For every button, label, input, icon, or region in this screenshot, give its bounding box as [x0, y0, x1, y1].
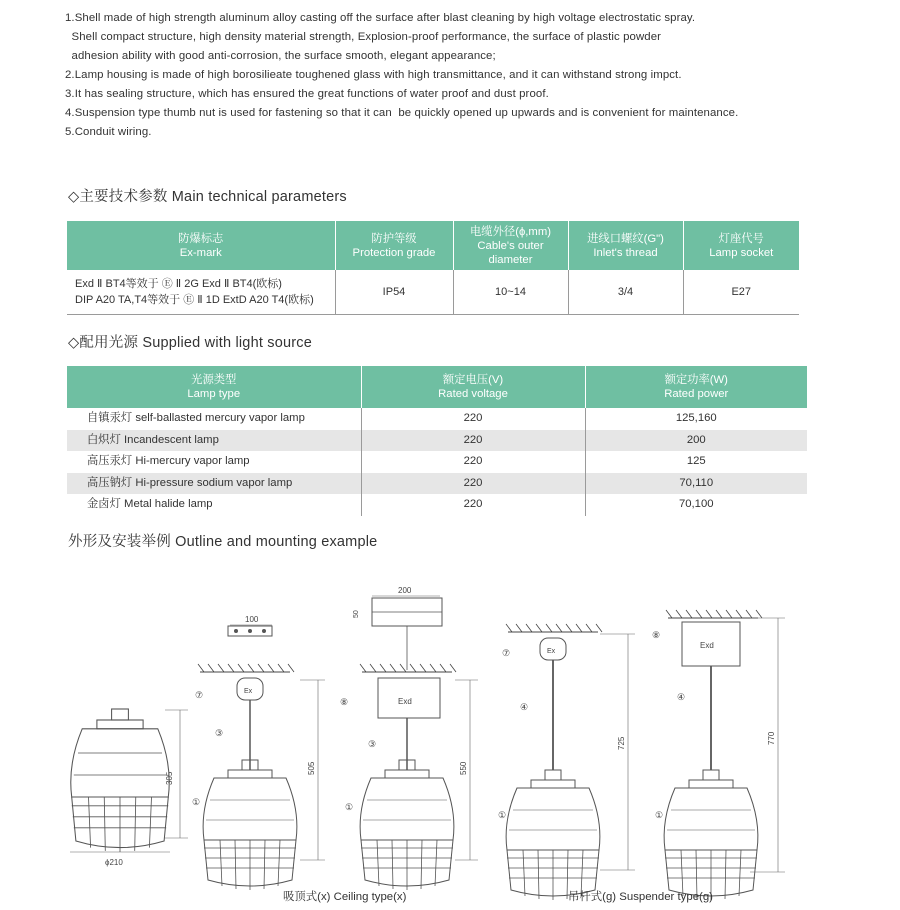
- cell-power: 70,110: [585, 473, 807, 495]
- cell-power: 70,100: [585, 494, 807, 516]
- cell-power: 200: [585, 430, 807, 452]
- cell-socket: E27: [683, 270, 799, 315]
- cell-voltage: 220: [361, 451, 585, 473]
- table-header-row: [67, 366, 807, 408]
- tech-params-table: [67, 221, 799, 315]
- lamp-suspender-2: [652, 610, 785, 900]
- callout: ⑦: [502, 648, 511, 658]
- table-row: [67, 494, 807, 516]
- dim-100: 100: [245, 615, 259, 624]
- exd-label: Exd: [398, 697, 412, 706]
- lamp-ceiling-2: [340, 586, 478, 890]
- lamp-suspender-1: [498, 624, 635, 900]
- callout: ⑧: [652, 630, 661, 640]
- feature-line: 4.Suspension type thumb nut is used for fastening so that it can be quickly opened up upwards and is convenient for maintenance.: [65, 107, 739, 119]
- callout: ④: [520, 702, 529, 712]
- lamp-standalone: [70, 709, 188, 867]
- callout: ③: [215, 728, 224, 738]
- cell-lamp-type: 高压汞灯 Hi-mercury vapor lamp: [87, 455, 250, 468]
- light-source-table: [67, 366, 807, 516]
- feature-line: Shell compact structure, high density material strength, Explosion-proof performance, the surface of plastic powder: [65, 31, 662, 43]
- header-rated-power: 额定功率(W) Rated power: [585, 366, 807, 408]
- table-row: [67, 473, 807, 495]
- cell-voltage: 220: [361, 430, 585, 452]
- exd-label: Exd: [700, 641, 714, 650]
- feature-line: 1.Shell made of high strength aluminum alloy casting off the surface after blast cleaning by high voltage electrostatic spray.: [65, 12, 696, 24]
- cell-thread: 3/4: [568, 270, 683, 315]
- cell-voltage: 220: [361, 473, 585, 495]
- table-row: [67, 430, 807, 452]
- tech-params-title: ◇主要技术参数 Main technical parameters: [68, 189, 347, 205]
- header-socket: 灯座代号 Lamp socket: [683, 221, 799, 270]
- cell-power: 125: [585, 451, 807, 473]
- cell-voltage: 220: [361, 408, 585, 430]
- caption-suspender: 吊杆式(g) Suspender type(g): [568, 891, 713, 903]
- cell-lamp-type: 自镇汞灯 self-ballasted mercury vapor lamp: [87, 412, 305, 424]
- feature-line: 2.Lamp housing is made of high borosilieate toughened glass with high transmittance, and it can withstand strong impct.: [65, 69, 682, 81]
- ex-label: Ex: [244, 688, 253, 695]
- table-row: [67, 408, 807, 430]
- ex-label: Ex: [547, 648, 556, 655]
- callout: ①: [498, 810, 507, 820]
- callout: ①: [192, 797, 201, 807]
- callout: ③: [368, 739, 377, 749]
- callout: ①: [345, 802, 354, 812]
- cell-voltage: 220: [361, 494, 585, 516]
- table-row: [67, 451, 807, 473]
- feature-line: 5.Conduit wiring.: [65, 126, 152, 138]
- cell-cable: 10~14: [453, 270, 568, 315]
- header-rated-voltage: 额定电压(V) Rated voltage: [361, 366, 585, 408]
- dim-50: 50: [353, 610, 360, 618]
- dim-200: 200: [398, 586, 412, 595]
- dim-550: 550: [459, 761, 468, 775]
- dim-305: 305: [165, 771, 174, 785]
- light-source-title: ◇配用光源 Supplied with light source: [68, 335, 313, 351]
- feature-line: adhesion ability with good anti-corrosion, the surface smooth, elegant appearance;: [65, 50, 496, 62]
- callout: ⑧: [340, 697, 349, 707]
- table-row: [67, 270, 799, 315]
- header-lamp-type: 光源类型 Lamp type: [67, 366, 361, 408]
- dim-770: 770: [767, 731, 776, 745]
- outline-drawing: [0, 560, 900, 910]
- caption-ceiling: 吸顶式(x) Ceiling type(x): [283, 891, 407, 903]
- dim-210: ϕ210: [105, 858, 123, 867]
- cell-lamp-type: 金卤灯 Metal halide lamp: [87, 498, 213, 511]
- cell-lamp-type: 白炽灯 Incandescent lamp: [67, 430, 361, 452]
- callout: ④: [677, 692, 686, 702]
- feature-line: 3.It has sealing structure, which has ensured the great functions of water proof and dust proof.: [65, 88, 549, 100]
- callout: ⑦: [195, 690, 204, 700]
- dim-725: 725: [617, 736, 626, 750]
- header-exmark: 防爆标志 Ex-mark: [67, 221, 335, 270]
- header-protection: 防护等级 Protection grade: [335, 221, 453, 270]
- lamp-ceiling-1: [192, 615, 325, 890]
- table-header-row: [67, 221, 799, 270]
- cell-lamp-type: 高压钠灯 Hi-pressure sodium vapor lamp: [67, 473, 361, 495]
- cell-exmark: Exd Ⅱ BT4等效于 Ⓔ Ⅱ 2G Exd Ⅱ BT4(欧标) DIP A20 TA,T4等效于 Ⓔ Ⅱ 1D ExtD A20 T4(欧标): [67, 270, 335, 315]
- dim-505: 505: [307, 761, 316, 775]
- callout: ①: [655, 810, 664, 820]
- header-thread: 进线口螺纹(G") Inlet's thread: [568, 221, 683, 270]
- cell-protection: IP54: [335, 270, 453, 315]
- feature-list: [65, 9, 845, 142]
- outline-title: 外形及安装举例 Outline and mounting example: [68, 534, 378, 550]
- cell-power: 125,160: [585, 408, 807, 430]
- header-cable: 电缆外径(ϕ,mm) Cable's outer diameter: [453, 221, 568, 270]
